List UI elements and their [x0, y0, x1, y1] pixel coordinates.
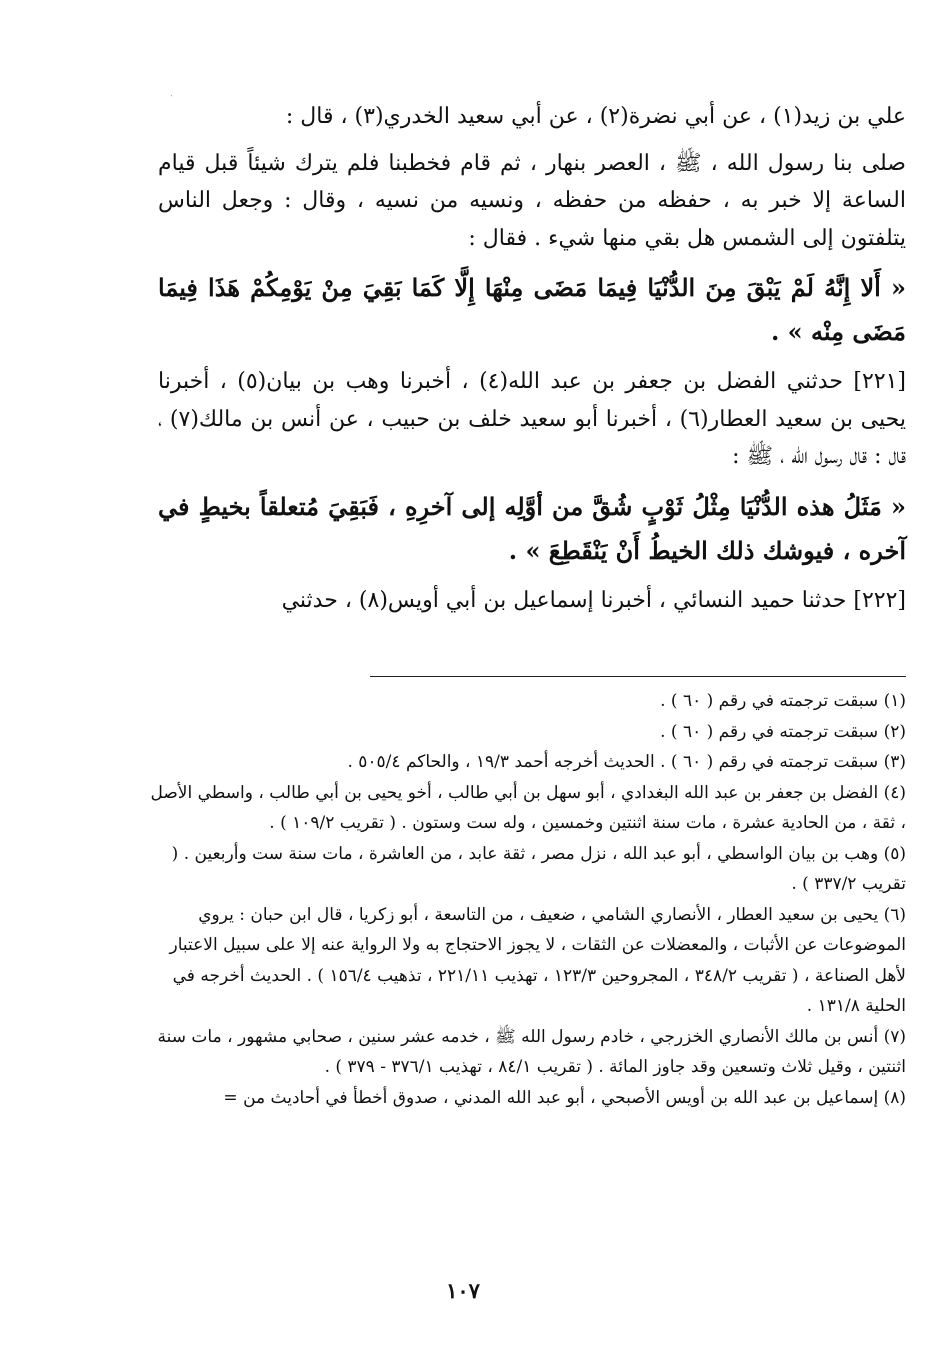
footnote-4: (٤) الفضل بن جعفر بن عبد الله البغدادي ، أبو سهل بن أبي طالب ، أخو يحيى بن أبي طالب ، واسطي الأصل ، ثقة ، من الحادية عشرة ، مات سنة اثنتين وخمسين ، وله ست وستون . ( تقريب ١٠٩/٢ ) .: [150, 782, 906, 833]
footnote-2: (٢) سبقت ترجمته في رقم ( ٦٠ ) .: [660, 721, 906, 742]
footnote-7: (٧) أنس بن مالك الأنصاري الخزرجي ، خادم رسول الله ﷺ ، خدمه عشر سنين ، صحابي مشهور ، مات سنة اثنتين ، وقيل ثلاث وتسعين وقد جاوز المائة . ( تقريب ٨٤/١ ، تهذيب ٣٧٦/١ - ٣٧٩ ) .: [157, 1026, 906, 1077]
main-text: [158, 98, 906, 628]
hadith-quote-2: « مَثَلُ هذه الدُّنْيَا مِثْلُ ثَوْبٍ شُقَّ من أوَّلِه إلى آخرِهِ ، فَبَقِيَ مُتعلقاً بخيطٍ في آخره ، فيوشك ذلك الخيطُ أَنْ يَنْقَطِعَ » .: [158, 491, 906, 565]
body-paragraph-2: صلى بنا رسول الله ، ﷺ ، العصر بنهار ، ثم قام فخطبنا فلم يترك شيئاً قبل قيام الساعة إلا خبر به ، حفظه من حفظه ، ونسيه من نسيه ، وقال : وجعل الناس يتلفتون إلى الشمس هل بقي منها شيء . فقال :: [158, 150, 906, 251]
page-number: ١٠٧: [446, 1278, 480, 1303]
footnote-5: (٥) وهب بن بيان الواسطي ، أبو عبد الله ، نزل مصر ، ثقة عابد ، من العاشرة ، مات سنة ست وأربعين . ( تقريب ٣٣٧/٢ ) .: [171, 843, 906, 894]
footnote-3: (٣) سبقت ترجمته في رقم ( ٦٠ ) . الحديث أخرجه أحمد ١٩/٣ ، والحاكم ٥٠٥/٤ .: [347, 752, 906, 772]
body-paragraph-1: علي بن زيد(١) ، عن أبي نضرة(٢) ، عن أبي سعيد الخدري(٣) ، قال :: [285, 104, 906, 129]
body-paragraph-221: [٢٢١] حدثني الفضل بن جعفر بن عبد الله(٤) ، أخبرنا وهب بن بيان(٥) ، أخبرنا يحيى بن سعيد العطار(٦) ، أخبرنا أبو سعيد خلف بن حبيب ، عن أنس بن مالك(٧) ، قال : قال رسول الله ، ﷺ :: [158, 369, 906, 469]
footnotes: [150, 686, 906, 1113]
body-paragraph-222: [٢٢٢] حدثنا حميد النسائي ، أخبرنا إسماعيل بن أبي أويس(٨) ، حدثني: [281, 587, 906, 613]
hadith-quote-1: « أَلا إِنَّهُ لَمْ يَبْقَ مِنَ الدُّنْيَا فِيمَا مَضَى مِنْهَا إِلَّا كَمَا بَقِيَ مِنْ يَوْمِكُمْ هَذَا فِيمَا مَضَى مِنْه » .: [158, 273, 906, 346]
footnote-6: (٦) يحيى بن سعيد العطار ، الأنصاري الشامي ، ضعيف ، من التاسعة ، أبو زكريا ، قال ابن حبان : يروي الموضوعات عن الأثبات ، والمعضلات عن الثقات ، لا يجوز الاحتجاج به ولا الرواية عنه إلا على سبيل الاعتبار لأهل الصناعة ، ( تقريب ٣٤٨/٢ ، المجروحين ١٢٣/٣ ، تهذيب ٢٢١/١١ ، تذهيب ١٥٦/٤ ) . الحديث أخرجه في الحلية ١٣١/٨ .: [169, 904, 906, 1016]
footnote-8: (٨) إسماعيل بن عبد الله بن أويس الأصبحي ، أبو عبد الله المدني ، صدوق أخطأ في أحاديث من =: [223, 1087, 906, 1108]
scan-speck: ˎ: [170, 86, 174, 97]
footnote-separator: [370, 676, 906, 677]
footnote-1: (١) سبقت ترجمته في رقم ( ٦٠ ) .: [660, 691, 906, 711]
